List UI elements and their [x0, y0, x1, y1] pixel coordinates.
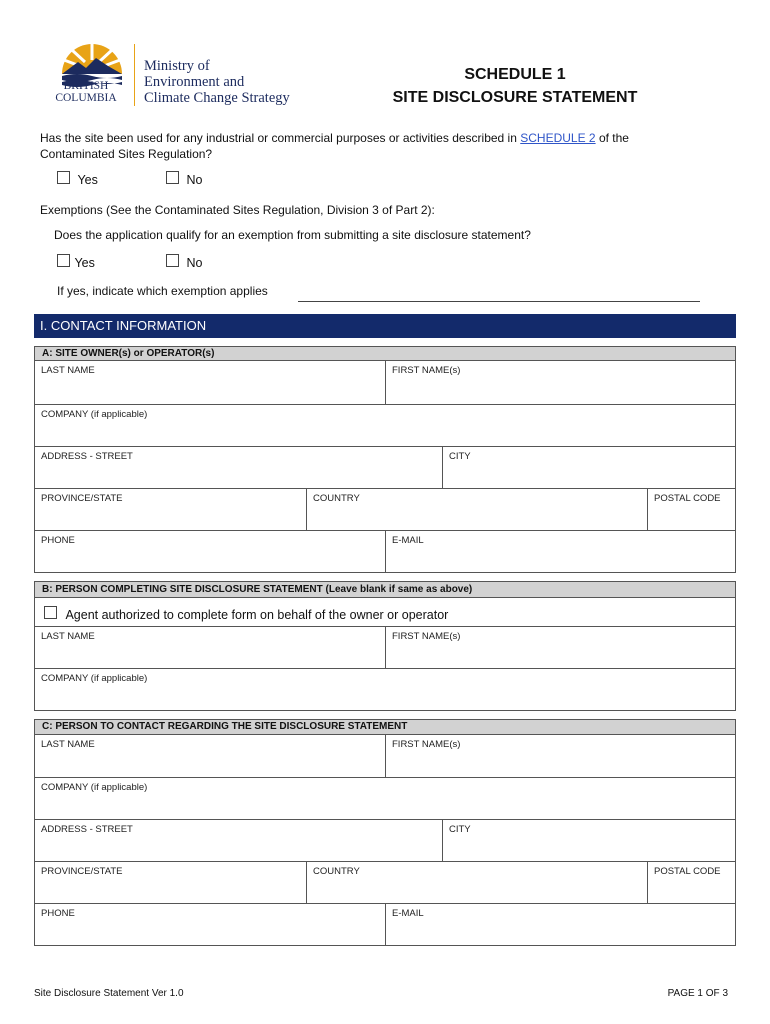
site-use-question-text-2: of the: [598, 131, 629, 145]
site-use-question: [40, 130, 740, 162]
contact-region-row: [34, 862, 736, 904]
exemptions-heading: Exemptions (See the Contaminated Sites Regulation, Division 3 of Part 2):: [40, 203, 435, 217]
exemption-indicate-field[interactable]: [298, 301, 700, 302]
owner-phone-label: PHONE: [41, 535, 75, 546]
owner-email-field[interactable]: [386, 531, 735, 572]
completer-company-label: COMPANY (if applicable): [41, 673, 148, 684]
contact-country-field[interactable]: [307, 862, 648, 903]
contact-contact-row: [34, 904, 736, 946]
ministry-line2: Environment and: [144, 74, 245, 90]
owner-street-label: ADDRESS - STREET: [41, 451, 133, 462]
contact-phone-field[interactable]: [35, 904, 386, 945]
owner-country-label: COUNTRY: [313, 493, 360, 504]
site-use-question-line2: Contaminated Sites Regulation?: [40, 147, 213, 161]
owner-email-label: E-MAIL: [392, 535, 424, 546]
completer-company-row: [34, 669, 736, 711]
completer-first-name-label: FIRST NAME(s): [392, 631, 461, 642]
schedule-title: SCHEDULE 1: [464, 66, 566, 83]
contact-first-name-field[interactable]: [386, 735, 735, 777]
contact-street-label: ADDRESS - STREET: [41, 824, 133, 835]
schedule-2-link[interactable]: SCHEDULE 2: [520, 131, 596, 145]
contact-last-name-label: LAST NAME: [41, 739, 95, 750]
owner-province-field[interactable]: [35, 489, 307, 530]
contact-city-field[interactable]: [443, 820, 735, 861]
footer-page-number: PAGE 1 OF 3: [667, 988, 728, 999]
exemption-indicate-label: If yes, indicate which exemption applies: [57, 284, 268, 298]
contact-email-label: E-MAIL: [392, 908, 424, 919]
ministry-line1: Ministry of: [144, 58, 210, 74]
exemption-yes-option[interactable]: [57, 254, 95, 272]
exemption-no-label: No: [186, 256, 203, 270]
bc-wordmark-line2: COLUMBIA: [55, 92, 117, 104]
contact-street-field[interactable]: [35, 820, 443, 861]
agent-row: [34, 598, 736, 627]
contact-person-subheader: C: PERSON TO CONTACT REGARDING THE SITE DISCLOSURE STATEMENT: [34, 719, 736, 735]
owner-region-row: [34, 489, 736, 531]
contact-company-row: [34, 778, 736, 820]
owner-contact-row: [34, 531, 736, 573]
completer-last-name-field[interactable]: [35, 627, 386, 668]
owner-street-field[interactable]: [35, 447, 443, 488]
exemption-yes-checkbox[interactable]: [57, 254, 70, 267]
owner-postal-field[interactable]: [648, 489, 735, 530]
completer-name-row: [34, 627, 736, 669]
person-completing-subheader: B: PERSON COMPLETING SITE DISCLOSURE STATEMENT (Leave blank if same as above): [34, 581, 736, 598]
site-use-no-option[interactable]: [166, 171, 202, 189]
bc-wordmark: [46, 80, 126, 104]
contact-info-section-header: I. CONTACT INFORMATION: [34, 314, 736, 338]
owner-phone-field[interactable]: [35, 531, 386, 572]
form-title: SITE DISCLOSURE STATEMENT: [392, 89, 638, 106]
exemption-yes-label: Yes: [74, 256, 95, 270]
ministry-name: [144, 58, 290, 106]
contact-last-name-field[interactable]: [35, 735, 386, 777]
owner-province-label: PROVINCE/STATE: [41, 493, 123, 504]
exemption-no-option[interactable]: [166, 254, 202, 272]
exemption-no-checkbox[interactable]: [166, 254, 179, 267]
contact-postal-label: POSTAL CODE: [654, 866, 721, 877]
owner-name-row: [34, 361, 736, 405]
logo-divider: [134, 44, 135, 106]
owner-city-field[interactable]: [443, 447, 735, 488]
contact-address-row: [34, 820, 736, 862]
exemption-question: Does the application qualify for an exemption from submitting a site disclosure statement?: [54, 228, 531, 242]
owner-company-field[interactable]: [35, 405, 735, 446]
completer-last-name-label: LAST NAME: [41, 631, 95, 642]
site-use-yes-checkbox[interactable]: [57, 171, 70, 184]
owner-last-name-field[interactable]: [35, 361, 386, 404]
site-use-no-label: No: [186, 173, 203, 187]
contact-phone-label: PHONE: [41, 908, 75, 919]
contact-province-field[interactable]: [35, 862, 307, 903]
owner-country-field[interactable]: [307, 489, 648, 530]
agent-label: Agent authorized to complete form on behalf of the owner or operator: [65, 608, 449, 622]
completer-company-field[interactable]: [35, 669, 735, 710]
completer-first-name-field[interactable]: [386, 627, 735, 668]
owner-postal-label: POSTAL CODE: [654, 493, 721, 504]
contact-first-name-label: FIRST NAME(s): [392, 739, 461, 750]
owner-company-label: COMPANY (if applicable): [41, 409, 148, 420]
contact-province-label: PROVINCE/STATE: [41, 866, 123, 877]
agent-checkbox[interactable]: [44, 606, 57, 619]
contact-company-label: COMPANY (if applicable): [41, 782, 148, 793]
owner-last-name-label: LAST NAME: [41, 365, 95, 376]
contact-country-label: COUNTRY: [313, 866, 360, 877]
contact-email-field[interactable]: [386, 904, 735, 945]
site-use-question-text: Has the site been used for any industrial or commercial purposes or activities described in: [40, 131, 517, 145]
contact-company-field[interactable]: [35, 778, 735, 819]
contact-postal-field[interactable]: [648, 862, 735, 903]
contact-name-row: [34, 735, 736, 778]
ministry-line3: Climate Change Strategy: [144, 90, 290, 106]
owner-address-row: [34, 447, 736, 489]
site-owner-subheader: A: SITE OWNER(s) or OPERATOR(s): [34, 346, 736, 361]
site-use-yes-label: Yes: [77, 173, 98, 187]
footer-version: Site Disclosure Statement Ver 1.0: [34, 988, 184, 999]
site-use-yes-option[interactable]: [57, 171, 98, 189]
bc-wordmark-line1: BRITISH: [63, 80, 109, 92]
owner-company-row: [34, 405, 736, 447]
contact-city-label: CITY: [449, 824, 471, 835]
owner-first-name-label: FIRST NAME(s): [392, 365, 461, 376]
agent-option[interactable]: [44, 606, 448, 624]
owner-first-name-field[interactable]: [386, 361, 735, 404]
owner-city-label: CITY: [449, 451, 471, 462]
site-use-no-checkbox[interactable]: [166, 171, 179, 184]
